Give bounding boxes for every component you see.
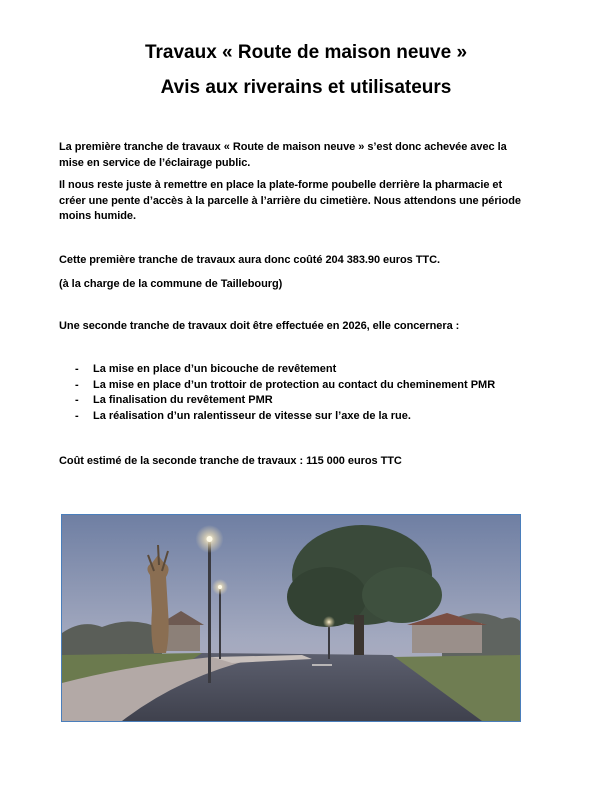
bullet-dash: - [75, 409, 79, 422]
house-right [412, 623, 482, 653]
document-subtitle: Avis aux riverains et utilisateurs [160, 77, 452, 98]
list-item-text: La mise en place d’un trottoir de protection au contact du cheminement PMR [93, 378, 496, 391]
large-tree-trunk [354, 615, 364, 655]
paragraph-first-phase-cost: Cette première tranche de travaux aura donc coûté 204 383.90 euros TTC. [59, 254, 440, 266]
list-item [59, 409, 495, 425]
bullet-dash: - [75, 378, 79, 391]
bullet-dash: - [75, 394, 79, 406]
paragraph-cost-bearer: (à la charge de la commune de Taillebourg) [59, 278, 283, 290]
list-item [59, 393, 495, 409]
list-item [59, 378, 495, 394]
second-phase-work-list [59, 362, 495, 424]
bullet-dash: - [75, 363, 79, 375]
street-photo [61, 514, 521, 722]
lamp-post-far [219, 589, 221, 659]
paragraph-second-phase-cost: Coût estimé de la seconde tranche de travaux : 115 000 euros TTC [59, 455, 402, 467]
list-item-text: La finalisation du revêtement PMR [93, 394, 273, 406]
list-item [59, 362, 495, 378]
document-title: Travaux « Route de maison neuve » [144, 42, 468, 63]
list-item-text: La mise en place d’un bicouche de revêtement [93, 363, 337, 375]
paragraph-second-phase-intro: Une seconde tranche de travaux doit être effectuée en 2026, elle concernera : [59, 320, 460, 332]
list-item-text: La réalisation d’un ralentisseur de vitesse sur l’axe de la rue. [93, 409, 411, 422]
lamp-post [208, 541, 211, 683]
background-trees [62, 621, 162, 655]
paragraph-remaining-work: Il nous reste juste à remettre en place la plate-forme poubelle derrière la pharmacie et créer une pente d’accès à la parcelle à l’arrière du cimetière. Nous attendons une période moins humide. [59, 179, 521, 222]
paragraph-first-phase-completed: La première tranche de travaux « Route de maison neuve » s’est donc achevée avec la mise en service de l’éclairage public. [59, 141, 507, 169]
